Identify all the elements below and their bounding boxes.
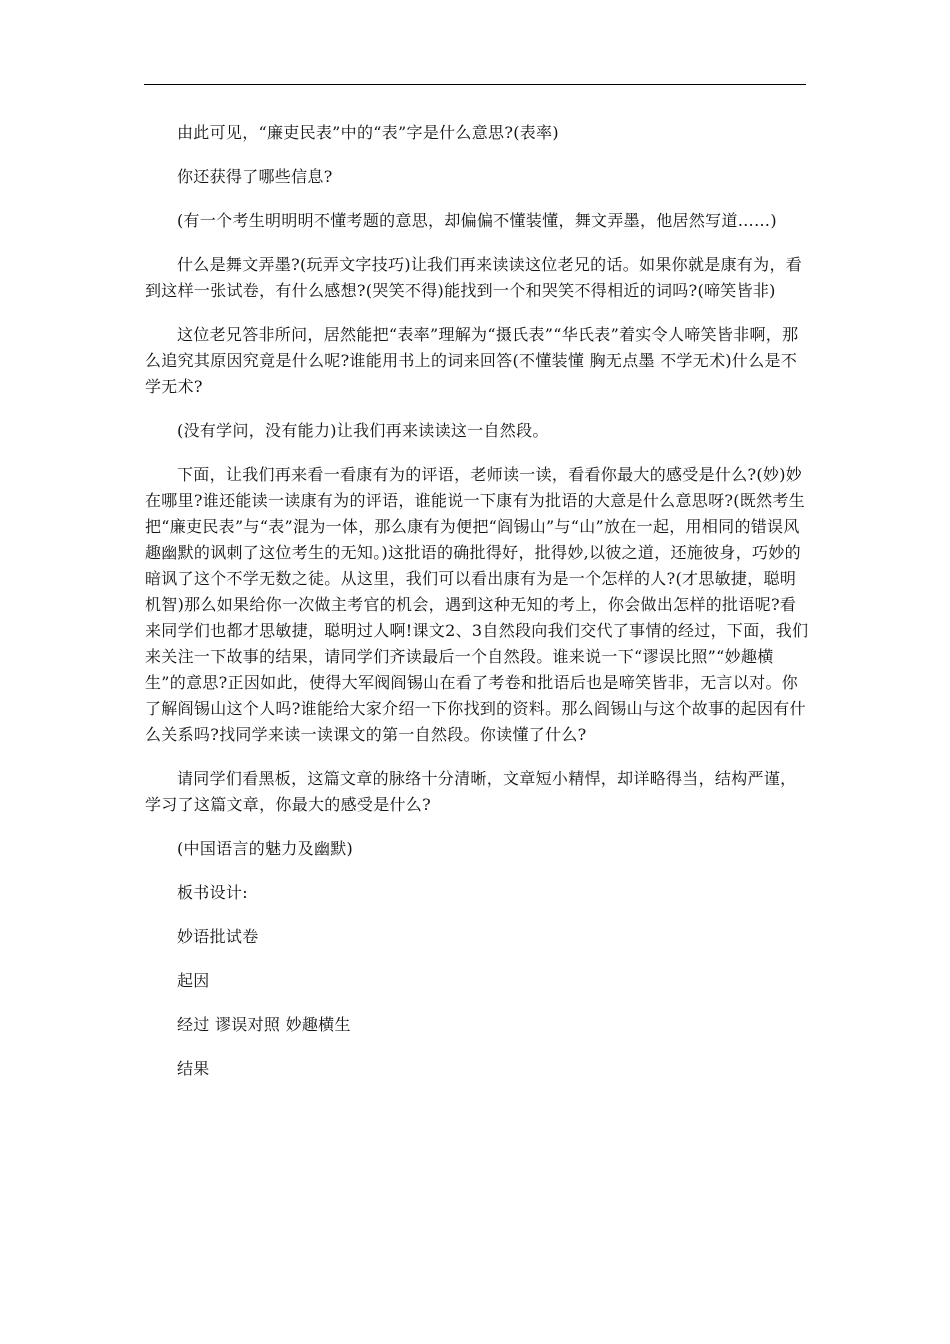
paragraph-blackboard-summary: 请同学们看黑板，这篇文章的脉络十分清晰，文章短小精悍，却详略得当，结构严谨，学习了这篇文章，你最大的感受是什么? [145,769,797,814]
blackboard-design-heading: 板书设计: [177,883,248,902]
paragraph-language-charm: (中国语言的魅力及幽默) [177,839,354,858]
paragraph-no-learning: (没有学问，没有能力)让我们再来读读这一自然段。 [177,421,549,440]
paragraph-examinee-intro: (有一个考生明明明不懂考题的意思，却偏偏不懂装懂，舞文弄墨，他居然写道……) [177,211,777,230]
blackboard-cause: 起因 [177,971,210,990]
blackboard-title: 妙语批试卷 [177,927,259,946]
paragraph-kang-youwei-comment: 下面，让我们再来看一看康有为的评语，老师读一读，看看你最大的感受是什么?(妙)妙在哪里?谁还能读一读康有为的评语，谁能说一下康有为批语的大意是什么意思呀?(既然考生把“廉吏民表”与“表”混为一体，那么康有为便把“阎锡山”与“山”放在一起，用相同的错误风趣幽默的讽刺了这位考生的无知。)这批语的确批得好，批得妙,以彼之道，还施彼身，巧妙的暗讽了这个不学无数之徒。从这里，我们可以看出康有为是一个怎样的人?(才思敏捷，聪明机智)那么如果给你一次做主考官的机会，遇到这种无知的考上，你会做出怎样的批语呢?看来同学们也都才思敏捷，聪明过人啊!课文2、3自然段向我们交代了事情的经过，下面，我们来关注一下故事的结果，请同学们齐读最后一个自然段。谁来说一下“谬误比照”“妙趣横生”的意思?正因如此，使得大军阀阎锡山在看了考卷和批语后也是啼笑皆非，无言以对。你了解阎锡山这个人吗?谁能给大家介绍一下你找到的资料。那么阎锡山与这个故事的起因有什么关系吗?找同学来读一读课文的第一自然段。你读懂了什么? [145,465,809,744]
blackboard-process: 经过 谬误对照 妙趣横生 [177,1015,351,1034]
header-rule [144,84,806,85]
blackboard-result: 结果 [177,1059,210,1078]
paragraph-wuwen-nongmo: 什么是舞文弄墨?(玩弄文字技巧)让我们再来读读这位老兄的话。如果你就是康有为，看到这样一张试卷，有什么感想?(哭笑不得)能找到一个和哭笑不得相近的词吗?(啼笑皆非) [145,255,803,300]
paragraph-conclusion-question: 由此可见，“廉吏民表”中的“表”字是什么意思?(表率) [177,123,559,142]
document-body [145,120,810,1100]
paragraph-other-info-question: 你还获得了哪些信息? [177,167,333,186]
paragraph-answer-analysis: 这位老兄答非所问，居然能把“表率”理解为“摄氏表”“华氏表”着实令人啼笑皆非啊，那么追究其原因究竟是什么呢?谁能用书上的词来回答(不懂装懂 胸无点墨 不学无术)什么是不学无术? [145,325,799,396]
